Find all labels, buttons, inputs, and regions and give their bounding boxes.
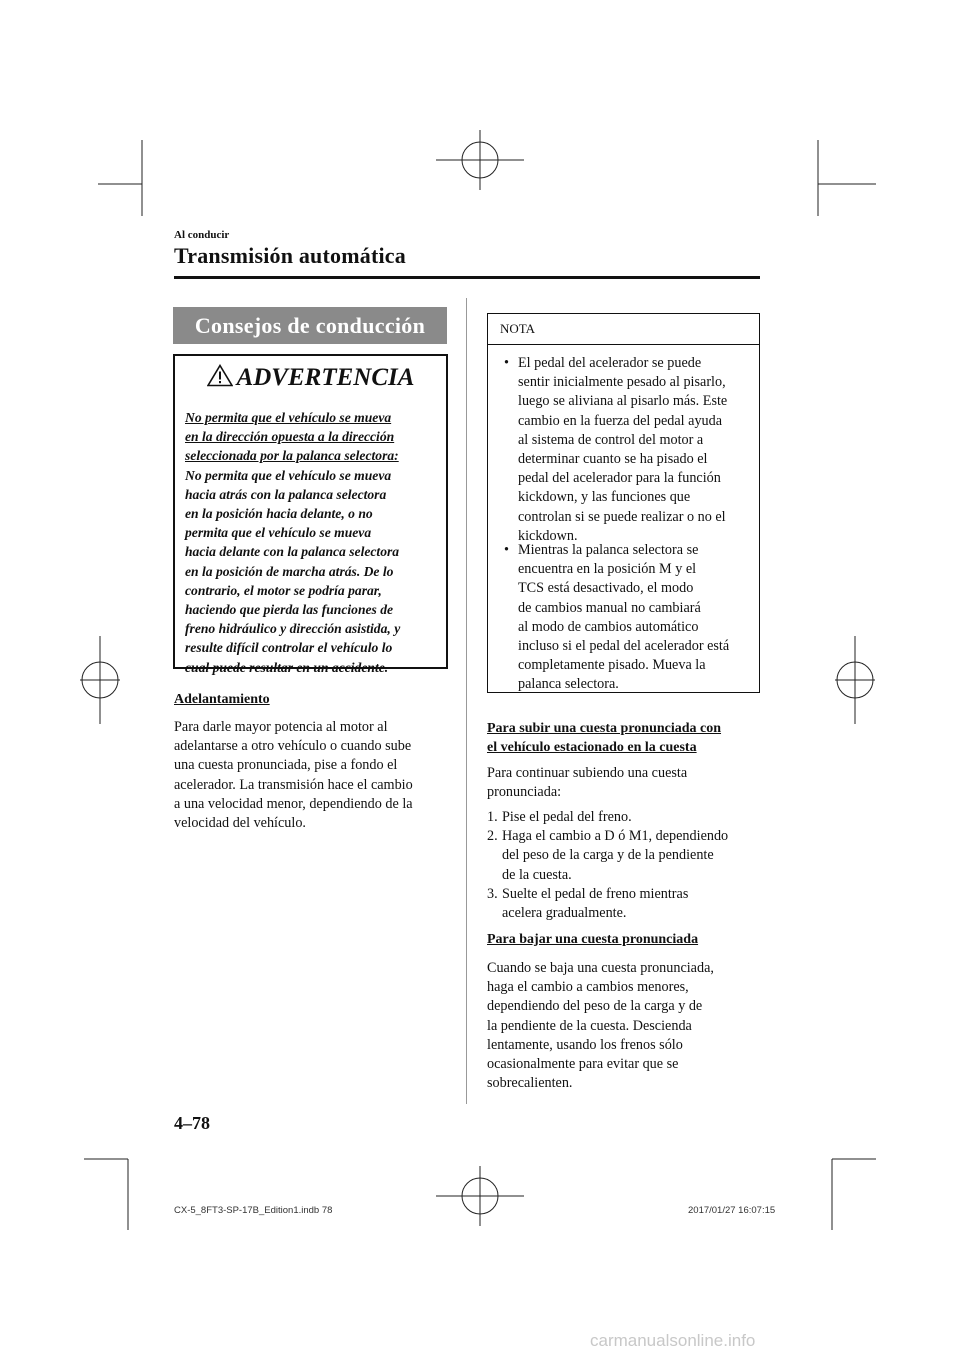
step-number: 1. [487,809,498,825]
warning-line: hacia delante con la palanca selectora [185,544,400,560]
warning-line: en la dirección opuesta a la dirección [185,429,395,445]
downhill-heading: Para bajar una cuesta pronunciada [487,932,699,947]
warning-triangle-icon [207,364,233,387]
warning-title: ADVERTENCIA [236,364,415,391]
body-line: haga el cambio a cambios menores, [487,979,689,996]
warning-line: contrario, el motor se podría parar, [185,582,382,598]
warning-line: en la posición hacia delante, o no [185,506,373,522]
warning-heading [175,364,446,392]
note-line: cambio en la fuerza del pedal ayuda [518,412,723,429]
uphill-intro [487,764,767,802]
step-line: Suelte el pedal de freno mientras [502,885,689,902]
heading-line: Para subir una cuesta pronunciada con [487,721,722,736]
note-line: determinar cuanto se ha pisado el [518,451,708,468]
note-line: de cambios manual no cambiará [518,599,701,616]
body-line: a una velocidad menor, dependiendo de la [174,795,413,812]
body-line: la pendiente de la cuesta. Descienda [487,1017,692,1034]
uphill-steps [487,808,767,923]
warning-line: seleccionada por la palanca selectora: [185,448,399,464]
section-title: Transmisión automática [174,243,406,268]
note-line: El pedal del acelerador se puede [518,355,702,371]
heading-line: el vehículo estacionado en la cuesta [487,740,697,755]
overtaking-body [174,718,454,833]
note-header [488,314,759,345]
body-line: Cuando se baja una cuesta pronunciada, [487,960,714,976]
body-line: una cuesta pronunciada, pise a fondo el [174,757,398,774]
overtaking-heading: Adelantamiento [174,692,270,707]
note-line: completamente pisado. Mueva la [518,657,706,674]
note-line: incluso si el pedal del acelerador está [518,638,730,655]
body-line: adelantarse a otro vehículo o cuando sube [174,738,412,755]
note-line: controlan si se puede realizar o no el [518,508,726,525]
warning-line: en la posición de marcha atrás. De lo [185,563,394,579]
body-line: ocasionalmente para evitar que se [487,1056,679,1073]
column-divider [466,298,467,1104]
note-label: NOTA [500,321,536,336]
body-line: acelerador. La transmisión hace el cambio [174,776,413,793]
note-line: luego se aliviana al pisarlo más. Este [518,393,728,410]
step-item [487,808,767,827]
note-line: al sistema de control del motor a [518,431,704,448]
bullet-dot: • [504,355,509,371]
step-line: Haga el cambio a D ó M1, dependiendo [502,828,729,845]
warning-line: hacia atrás con la palanca selectora [185,486,387,502]
body-line: lentamente, usando los frenos sólo [487,1036,683,1053]
warning-body [185,408,440,677]
note-line: encuentra en la posición M y el [518,561,697,578]
warning-line: No permita que el vehículo se mueva [185,467,392,483]
warning-line: cual puede resultar en un accidente. [185,659,389,675]
warning-line: permita que el vehículo se mueva [185,525,372,541]
note-line: kickdown, y las funciones que [518,489,691,506]
note-line: pedal del acelerador para la función [518,470,721,487]
print-timestamp: 2017/01/27 16:07:15 [688,1205,776,1216]
step-item [487,827,767,885]
body-line: pronunciada: [487,784,562,801]
watermark: carmanualsonline.info [590,1331,756,1350]
body-line: velocidad del vehículo. [174,815,306,832]
section-small-label: Al conducir [174,229,230,241]
warning-line: haciendo que pierda las funciones de [185,602,394,618]
warning-line: resulte difícil controlar el vehículo lo [185,640,393,656]
step-number: 3. [487,885,498,902]
note-line: palanca selectora. [518,676,619,693]
downhill-body [487,959,767,1093]
warning-line: No permita que el vehículo se mueva [185,410,392,425]
file-info: CX-5_8FT3-SP-17B_Edition1.indb 78 [174,1205,333,1216]
step-line: acelera gradualmente. [502,905,627,922]
uphill-heading [487,719,721,757]
body-line: dependiendo del peso de la carga y de [487,998,703,1015]
note-line: Mientras la palanca selectora se [518,542,699,558]
step-item [487,885,767,923]
body-line: sobrecalienten. [487,1075,573,1092]
warning-line: freno hidráulico y dirección asistida, y [185,621,401,637]
step-line: del peso de la carga y de la pendiente [502,847,714,864]
note-line: al modo de cambios automático [518,618,699,635]
header-rule [174,276,760,279]
note-line: kickdown. [518,527,578,544]
topic-banner: Consejos de conducción [173,307,447,344]
note-line: sentir inicialmente pesado al pisarlo, [518,374,726,391]
warning-box [173,354,448,675]
step-line: Pise el pedal del freno. [502,809,632,825]
note-line: TCS está desactivado, el modo [518,580,694,597]
bullet-dot: • [504,542,509,558]
body-line: Para continuar subiendo una cuesta [487,765,688,781]
body-line: Para darle mayor potencia al motor al [174,719,388,735]
step-line: de la cuesta. [502,866,572,883]
page-number: 4–78 [174,1113,210,1133]
step-number: 2. [487,828,498,845]
note-box [487,313,760,693]
